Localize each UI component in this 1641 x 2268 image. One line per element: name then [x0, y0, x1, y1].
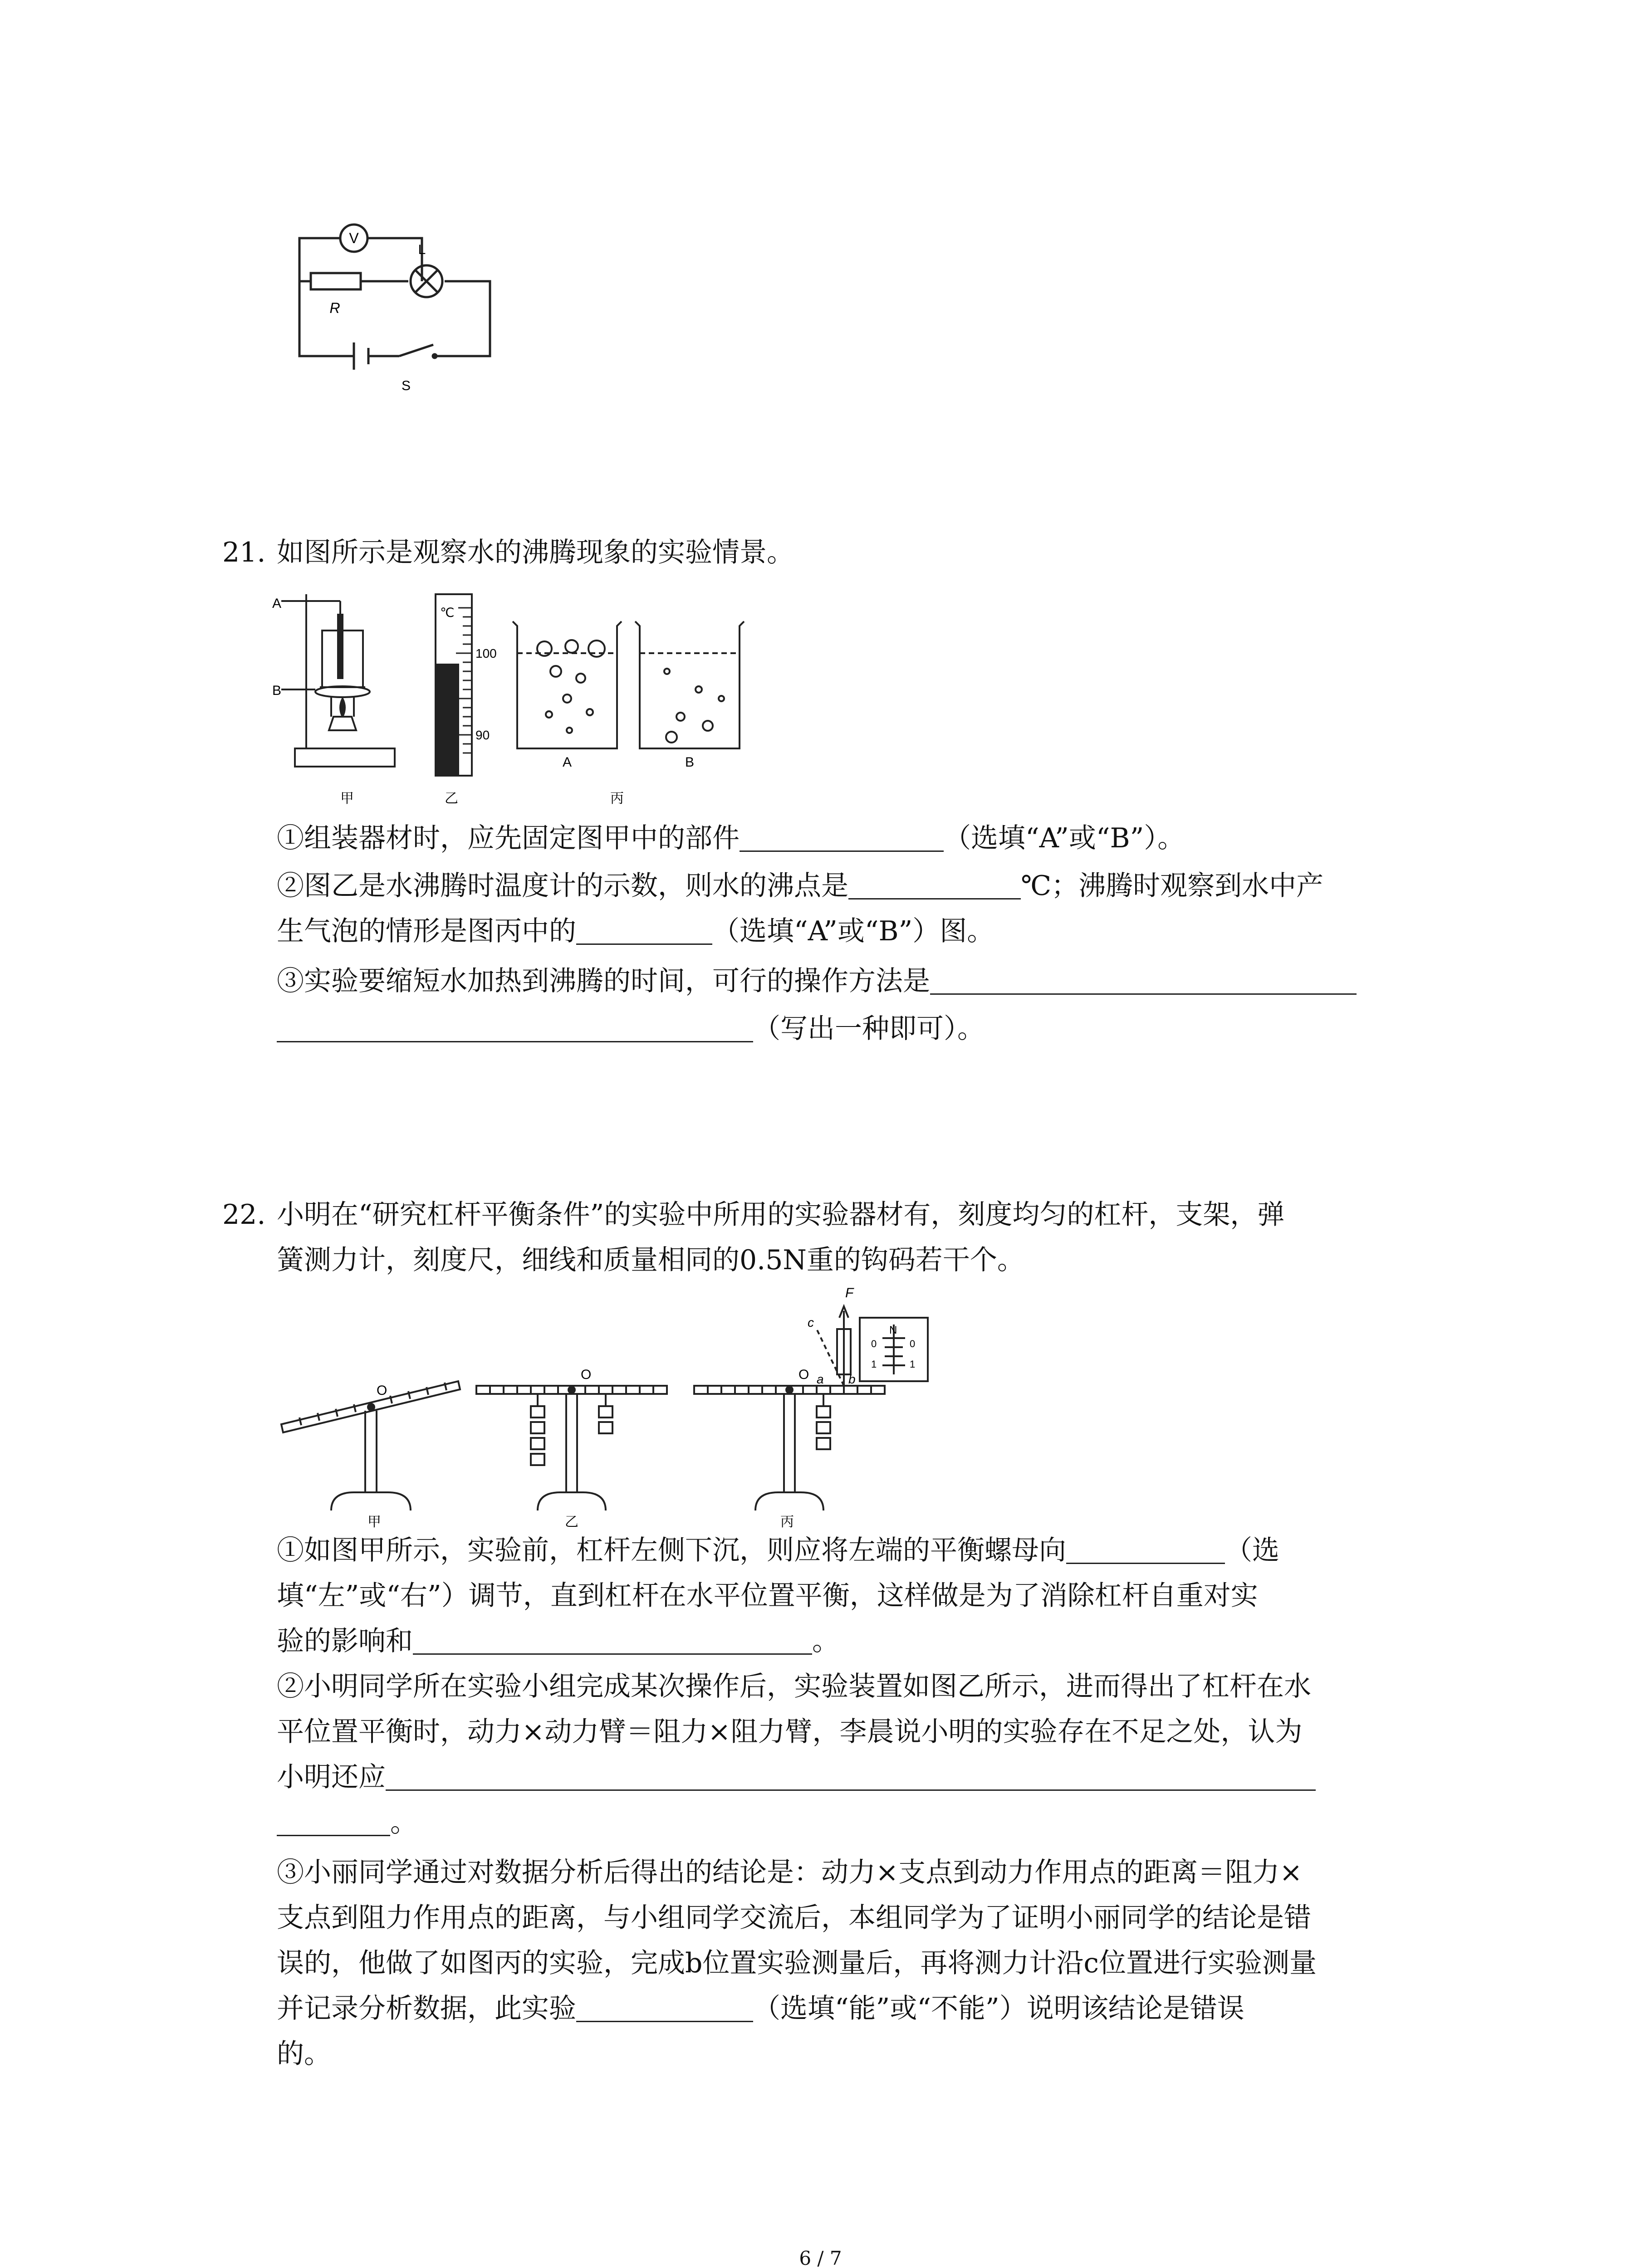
question-21-item-3-line-2: （写出一种即可）。: [277, 1015, 985, 1042]
scale-1-right: 1: [910, 1359, 916, 1370]
position-b-label: b: [848, 1372, 856, 1386]
question-22-stem-line-2: 簧测力计，刻度尺，细线和质量相同的0.5N重的钩码若干个。: [277, 1244, 1024, 1276]
caption-jia: 甲: [340, 791, 354, 806]
thermometer: [436, 594, 472, 776]
beaker-b: [635, 621, 744, 748]
lamp-label: L: [418, 242, 426, 257]
question-22-item-2-line-1: ②小明同学所在实验小组完成某次操作后，实验装置如图乙所示，进而得出了杠杆在水: [277, 1671, 1311, 1702]
question-22-item-1-line-2: 填“左”或“右”）调节，直到杠杆在水平位置平衡，这样做是为了消除杠杆自重对实: [277, 1580, 1258, 1612]
question-21-item-1: ①组装器材时，应先固定图甲中的部件 （选填“A”或“B”）。: [277, 822, 1185, 854]
question-22-number: 22.: [222, 1199, 266, 1231]
scale-1-left: 1: [871, 1359, 877, 1370]
question-21-item-3: ③实验要缩短水加热到沸腾的时间，可行的操作方法是: [277, 968, 1357, 995]
scale-0-left: 0: [871, 1338, 877, 1349]
question-22-item-1-line-1: ①如图甲所示，实验前，杠杆左侧下沉，则应将左端的平衡螺母向 （选: [277, 1535, 1279, 1566]
question-22-item-3-line-2: 支点到阻力作用点的距离，与小组同学交流后，本组同学为了证明小丽同学的结论是错: [277, 1902, 1311, 1934]
voltmeter-label: V: [349, 230, 359, 246]
lever-jia: [281, 1381, 460, 1510]
answer-blank-22-4[interactable]: [576, 1996, 753, 2022]
scale-unit: N: [889, 1324, 897, 1336]
answer-blank-21-3[interactable]: [576, 919, 712, 945]
force-label: F: [845, 1286, 854, 1300]
beaker-label-a: A: [563, 755, 572, 770]
beaker-label-b: B: [685, 755, 695, 770]
thermometer-unit: ℃: [440, 606, 455, 620]
answer-blank-21-1[interactable]: [740, 826, 944, 852]
lever-bing: [694, 1306, 928, 1510]
question-22-stem-line-1: 小明在“研究杠杆平衡条件”的实验中所用的实验器材有，刻度均匀的杠杆，支架，弹: [277, 1199, 1285, 1231]
boiling-experiment-figure: [272, 581, 749, 812]
apparatus-label-b: B: [272, 683, 282, 698]
switch-label: S: [401, 378, 411, 393]
position-c-label: c: [808, 1315, 814, 1330]
iron-stand-apparatus: [281, 594, 395, 767]
beaker-a: [513, 621, 622, 748]
scale-0-right: 0: [910, 1338, 916, 1349]
answer-blank-21-2[interactable]: [848, 873, 1021, 899]
lever-yi: [476, 1386, 667, 1510]
resistor: [311, 273, 361, 289]
answer-blank-22-2[interactable]: [413, 1628, 812, 1655]
apparatus-label-a: A: [272, 596, 282, 611]
circuit-diagram: [272, 213, 508, 413]
question-21-stem: 如图所示是观察水的沸腾现象的实验情景。: [277, 537, 794, 568]
position-a-label: a: [817, 1372, 824, 1386]
caption-yi: 乙: [445, 791, 458, 806]
question-22-item-3-line-4: 并记录分析数据，此实验 （选填“能”或“不能”）说明该结论是错误: [277, 1993, 1244, 2024]
answer-blank-22-1[interactable]: [1066, 1538, 1225, 1564]
question-21-number: 21.: [222, 537, 266, 568]
answer-blank-22-3b[interactable]: [277, 1810, 390, 1836]
switch: [399, 345, 433, 356]
question-22-item-3-line-1: ③小丽同学通过对数据分析后得出的结论是：动力×支点到动力作用点的距离＝阻力×: [277, 1857, 1303, 1888]
answer-blank-22-3a[interactable]: [386, 1765, 1316, 1791]
resistor-label: R: [329, 300, 340, 316]
pivot-label-bing: O: [798, 1367, 809, 1382]
pivot-label-jia: O: [377, 1383, 387, 1398]
thermometer-tick-90: 90: [475, 728, 490, 742]
question-22-item-2-line-2: 平位置平衡时，动力×动力臂＝阻力×阻力臂，李晨说小明的实验存在不足之处，认为: [277, 1716, 1303, 1748]
question-22-item-3-line-5: 的。: [277, 2038, 331, 2070]
caption-yi: 乙: [565, 1515, 578, 1529]
question-22-item-2-line-4: 。: [277, 1809, 417, 1836]
question-21-item-2-line-1: ②图乙是水沸腾时温度计的示数，则水的沸点是 ℃；沸腾时观察到水中产: [277, 870, 1324, 902]
question-22-item-1-line-3: 验的影响和 。: [277, 1625, 839, 1657]
lever-experiment-figure: [272, 1275, 944, 1529]
question-22-item-2-line-3: 小明还应: [277, 1764, 1316, 1791]
caption-bing: 丙: [780, 1515, 794, 1529]
caption-jia: 甲: [367, 1515, 381, 1529]
thermometer-tick-100: 100: [475, 646, 497, 660]
question-21-item-2-line-2: 生气泡的情形是图丙中的 （选填“A”或“B”）图。: [277, 915, 994, 947]
page-number: 6 / 7: [799, 2247, 842, 2268]
question-22-item-3-line-3: 误的，他做了如图丙的实验，完成b位置实验测量后，再将测力计沿c位置进行实验测量: [277, 1947, 1317, 1979]
caption-bing: 丙: [610, 791, 624, 806]
pivot-label-yi: O: [581, 1367, 592, 1382]
answer-blank-21-4a[interactable]: [930, 968, 1357, 995]
answer-blank-21-4b[interactable]: [277, 1016, 753, 1042]
